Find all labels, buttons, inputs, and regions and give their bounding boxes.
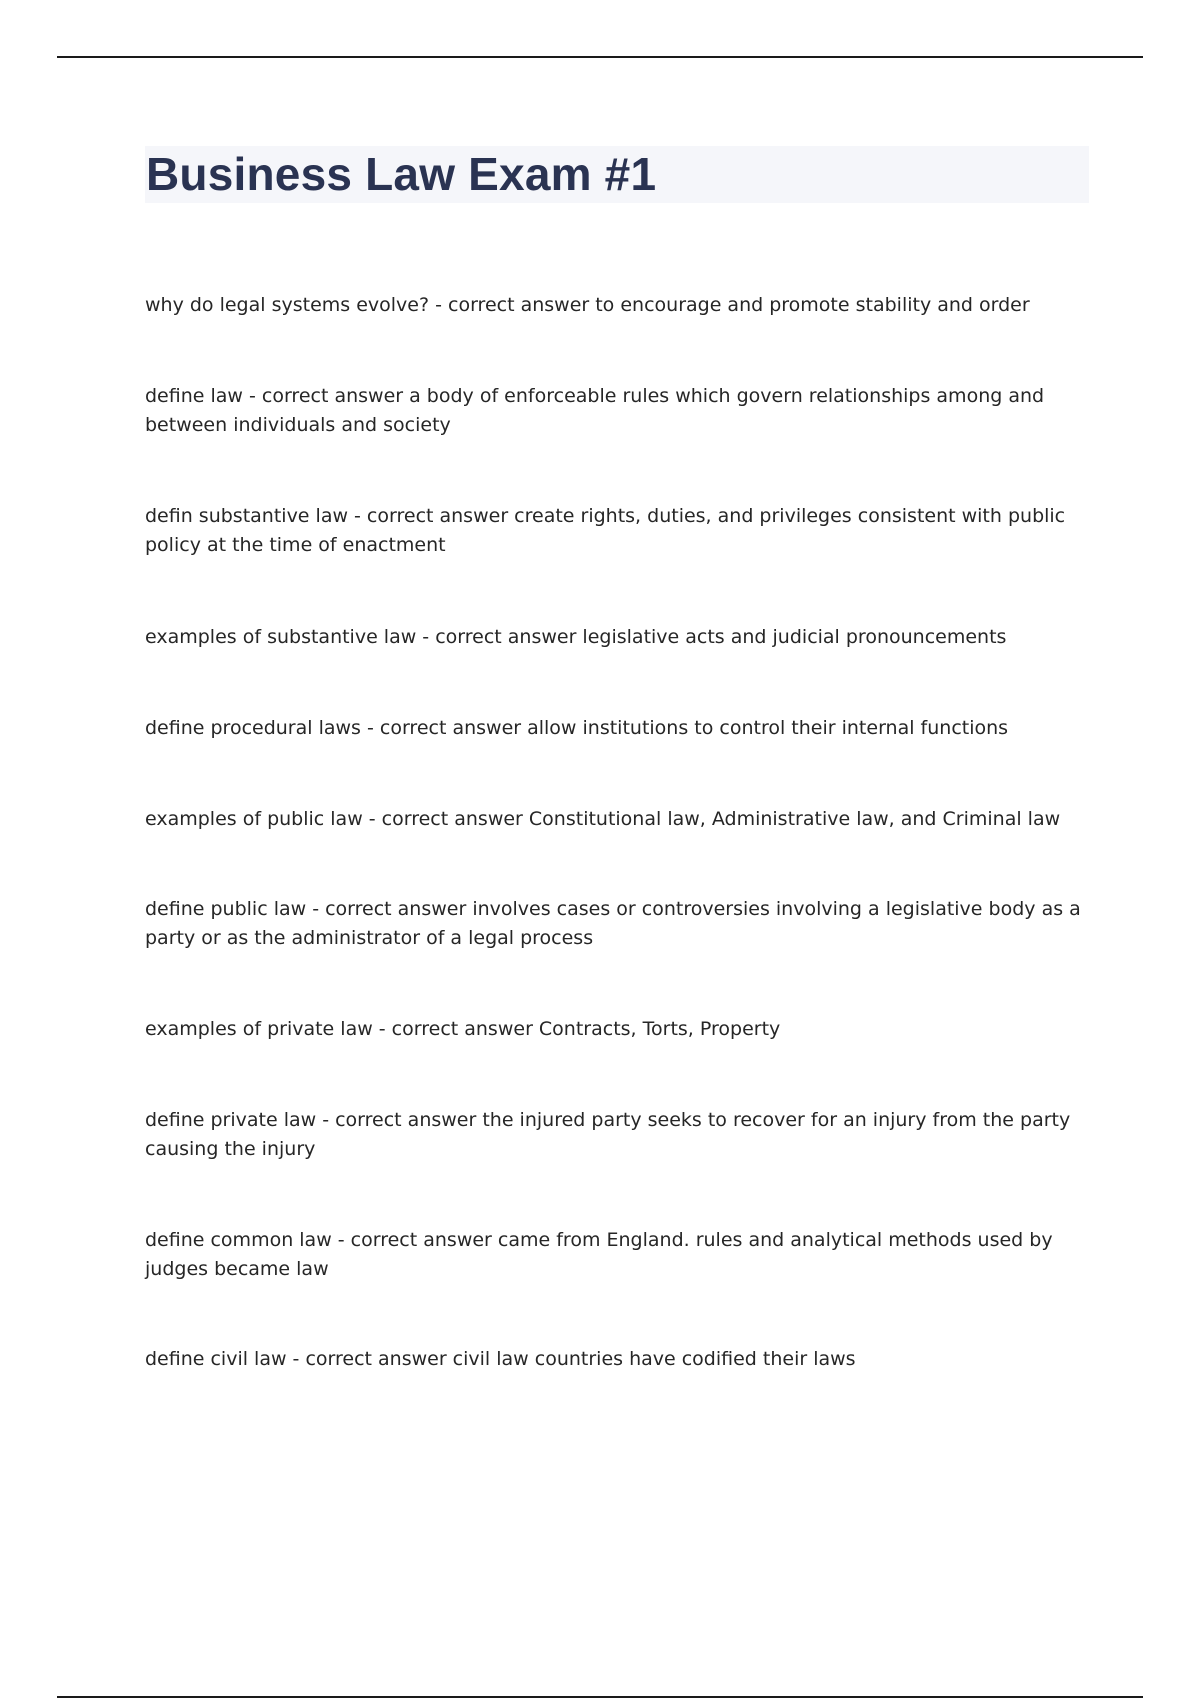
qa-item: defin substantive law - correct answer create rights, duties, and privileges consistent with public policy at the time of enactment: [145, 505, 1066, 556]
qa-item: examples of private law - correct answer Contracts, Torts, Property: [145, 1018, 781, 1040]
qa-item: examples of public law - correct answer Constitutional law, Administrative law, and Criminal law: [145, 808, 1061, 830]
qa-item: define public law - correct answer involves cases or controversies involving a legislative body as a party or as the administrator of a legal process: [145, 898, 1081, 949]
qa-item: define private law - correct answer the injured party seeks to recover for an injury from the party causing the injury: [145, 1109, 1071, 1160]
top-divider: [57, 56, 1143, 58]
qa-item: examples of substantive law - correct answer legislative acts and judicial pronouncements: [145, 626, 1007, 648]
page-title: Business Law Exam #1: [146, 148, 657, 200]
qa-item: define procedural laws - correct answer allow institutions to control their internal functions: [145, 717, 1009, 739]
qa-item: why do legal systems evolve? - correct answer to encourage and promote stability and order: [145, 294, 1030, 316]
qa-item: define law - correct answer a body of enforceable rules which govern relationships among and between individuals and society: [145, 385, 1045, 436]
qa-item: define common law - correct answer came from England. rules and analytical methods used by judges became law: [145, 1229, 1053, 1280]
bottom-divider: [57, 1696, 1143, 1698]
qa-item: define civil law - correct answer civil law countries have codified their laws: [145, 1348, 856, 1370]
